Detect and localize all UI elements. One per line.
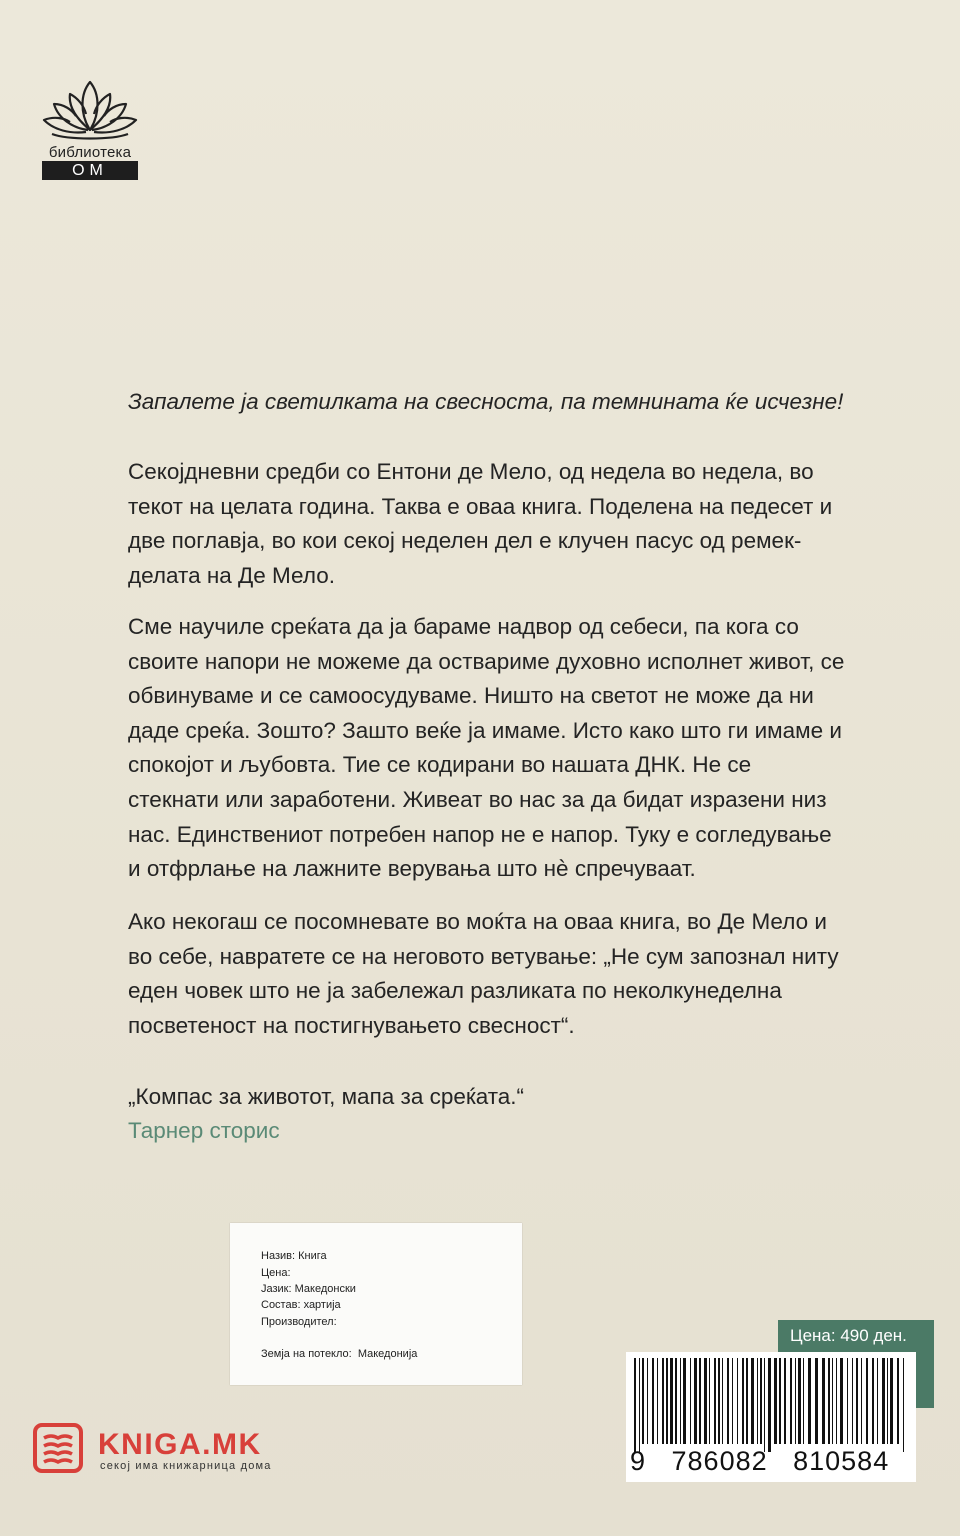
series-logo-bar: ОМ xyxy=(42,161,138,180)
sticker-origin-row xyxy=(261,1348,417,1360)
sticker-origin-label: Земја на потекло: xyxy=(261,1348,352,1360)
sticker-material-label: Состав: xyxy=(261,1299,301,1311)
paragraph-2 xyxy=(128,610,848,887)
series-logo-word: библиотека xyxy=(48,144,132,161)
publisher-slogan: секој има книжарница дома xyxy=(100,1460,272,1472)
sticker-producer-label: Производител: xyxy=(261,1316,337,1328)
paragraph-text: Ако некогаш се посомневате во моќта на оваа книга, во Де Мело и во себе, навратете се на неговото ветување: „Не сум запознал ниту еден човек што не ја забележал разликата по неколкунеделна посветеност на постигнувањето свесност“. xyxy=(128,909,839,1038)
sticker-material-value: хартија xyxy=(303,1299,341,1311)
sticker-material-row xyxy=(261,1299,341,1311)
sticker-language-value: Македонски xyxy=(294,1283,356,1295)
sticker-name-row xyxy=(261,1250,327,1262)
sticker-producer-row xyxy=(261,1316,337,1328)
sticker-language-row xyxy=(261,1283,356,1295)
barcode-bars xyxy=(626,1352,916,1452)
product-label-sticker xyxy=(230,1223,522,1385)
review-source: Тарнер сторис xyxy=(128,1118,280,1143)
sticker-language-label: Јазик: xyxy=(261,1283,292,1295)
book-icon xyxy=(32,1422,84,1474)
price-badge-text: Цена: 490 ден. xyxy=(790,1326,907,1345)
paragraph-text: Секојдневни средби со Ентони де Мело, од недела во недела, во текот на целата година. Таква е оваа книга. Поделена на педесет и две поглавја, во кои секој неделен дел е клучен пасус од ремек-делата на Де Мело. xyxy=(128,459,833,588)
lotus-icon xyxy=(38,74,142,144)
isbn-number: 9 786082 810584 xyxy=(630,1446,890,1476)
series-logo xyxy=(38,74,142,180)
sticker-price-row xyxy=(261,1267,291,1279)
paragraph-1 xyxy=(128,455,848,593)
publisher-name: KNIGA.MK xyxy=(98,1428,262,1461)
tagline: Запалете ја светилката на свесноста, па темнината ќе исчезне! xyxy=(128,389,844,414)
sticker-name-label: Назив: xyxy=(261,1250,296,1262)
review-quote: „Компас за животот, мапа за среќата.“ xyxy=(128,1084,525,1109)
sticker-price-label: Цена: xyxy=(261,1267,291,1279)
sticker-origin-value: Македонија xyxy=(357,1348,418,1360)
barcode xyxy=(626,1352,916,1482)
paragraph-text: Сме научиле среќата да ја бараме надвор од себеси, па кога со своите напори не можеме да оствариме духовно исполнет живот, се обвинуваме и се самоосудуваме. Ништо на светот не може да ни даде среќа. Зошто? Зашто веќе ја имаме. Исто како што ги имаме и спокојот и љубовта. Тие се кодирани во нашата ДНК. Не се стекнати или заработени. Живеат во нас за да бидат изразени низ нас. Единствениот потребен напор не е напор. Туку е согледување и отфрлање на лажните верувања што нè спречуваат. xyxy=(128,614,845,882)
paragraph-3 xyxy=(128,905,848,1043)
sticker-name-value: Книга xyxy=(298,1250,327,1262)
